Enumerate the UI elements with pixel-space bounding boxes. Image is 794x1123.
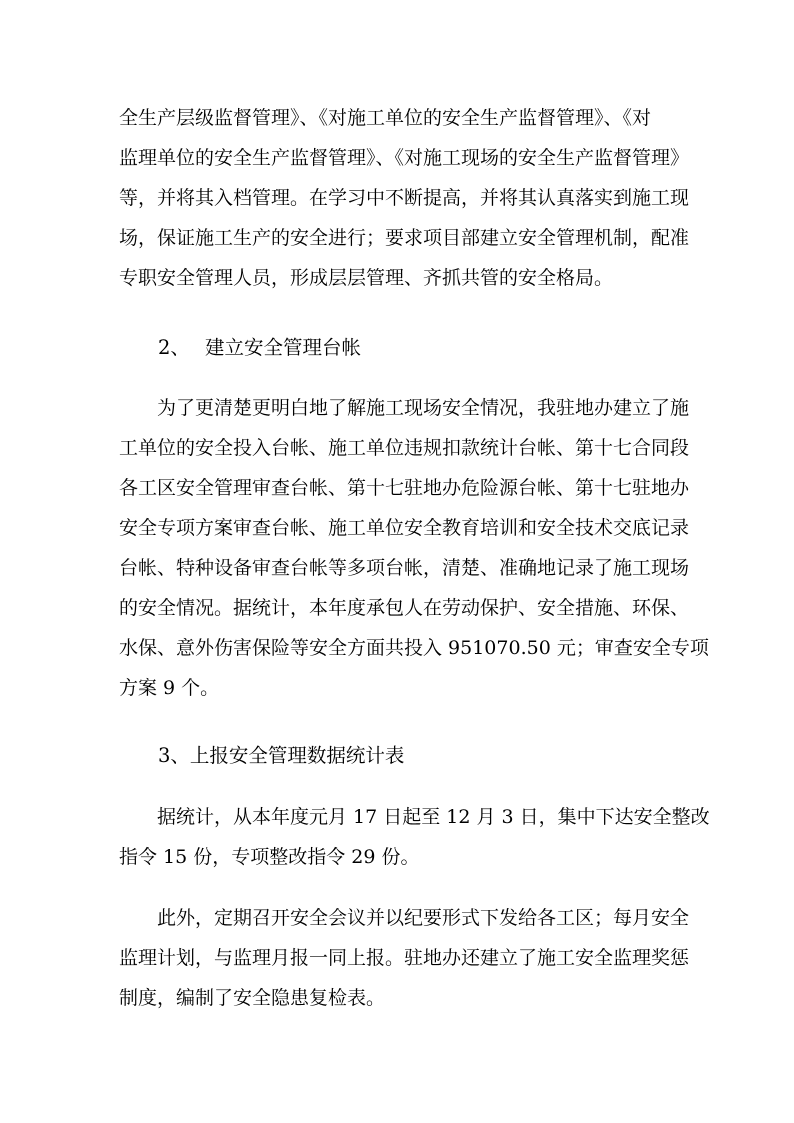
paragraph-ledgers: [119, 388, 709, 708]
text-line: 此外，定期召开安全会议并以纪要形式下发给各工区；每月安全: [157, 907, 690, 929]
text-line: 指令 15 份，专项整改指令 29 份。: [119, 846, 420, 868]
paragraph-meetings: [119, 898, 690, 1018]
text-line: 据统计，从本年度元月 17 日起至 12 月 3 日，集中下达安全整改: [157, 806, 710, 828]
text-line: 方案 9 个。: [119, 677, 220, 699]
section-heading-2: [158, 328, 190, 368]
text-line: 工单位的安全投入台帐、施工单位违规扣款统计台帐、第十七合同段: [119, 437, 690, 459]
section-heading-2-title: [205, 328, 361, 368]
section-title: 3、上报安全管理数据统计表: [158, 744, 405, 767]
section-heading-3: [158, 736, 404, 776]
text-line: 台帐、特种设备审查台帐等多项台帐，清楚、准确地记录了施工现场: [119, 557, 690, 579]
text-line: 专职安全管理人员，形成层层管理、齐抓共管的安全格局。: [119, 267, 614, 289]
text-line: 全生产层级监督管理》、《对施工单位的安全生产监督管理》、《对: [119, 107, 652, 129]
paragraph-statistics: [119, 797, 710, 877]
text-line: 制度，编制了安全隐患复检表。: [119, 987, 386, 1009]
text-line: 水保、意外伤害保险等安全方面共投入 951070.50 元；审查安全专项: [119, 637, 709, 659]
section-number: 2、: [158, 336, 190, 359]
text-line: 为了更清楚更明白地了解施工现场安全情况，我驻地办建立了施: [157, 397, 690, 419]
text-line: 监理计划，与监理月报一同上报。驻地办还建立了施工安全监理奖惩: [119, 947, 690, 969]
text-line: 各工区安全管理审查台帐、第十七驻地办危险源台帐、第十七驻地办: [119, 477, 690, 499]
section-title: 建立安全管理台帐: [205, 336, 362, 359]
paragraph-safety-supervision: [119, 98, 690, 298]
text-line: 安全专项方案审查台帐、施工单位安全教育培训和安全技术交底记录: [119, 517, 690, 539]
text-line: 等，并将其入档管理。在学习中不断提高，并将其认真落实到施工现: [119, 187, 690, 209]
text-line: 的安全情况。据统计，本年度承包人在劳动保护、安全措施、环保、: [119, 597, 690, 619]
text-line: 场，保证施工生产的安全进行；要求项目部建立安全管理机制，配准: [119, 227, 690, 249]
text-line: 监理单位的安全生产监督管理》、《对施工现场的安全生产监督管理》: [119, 147, 690, 169]
